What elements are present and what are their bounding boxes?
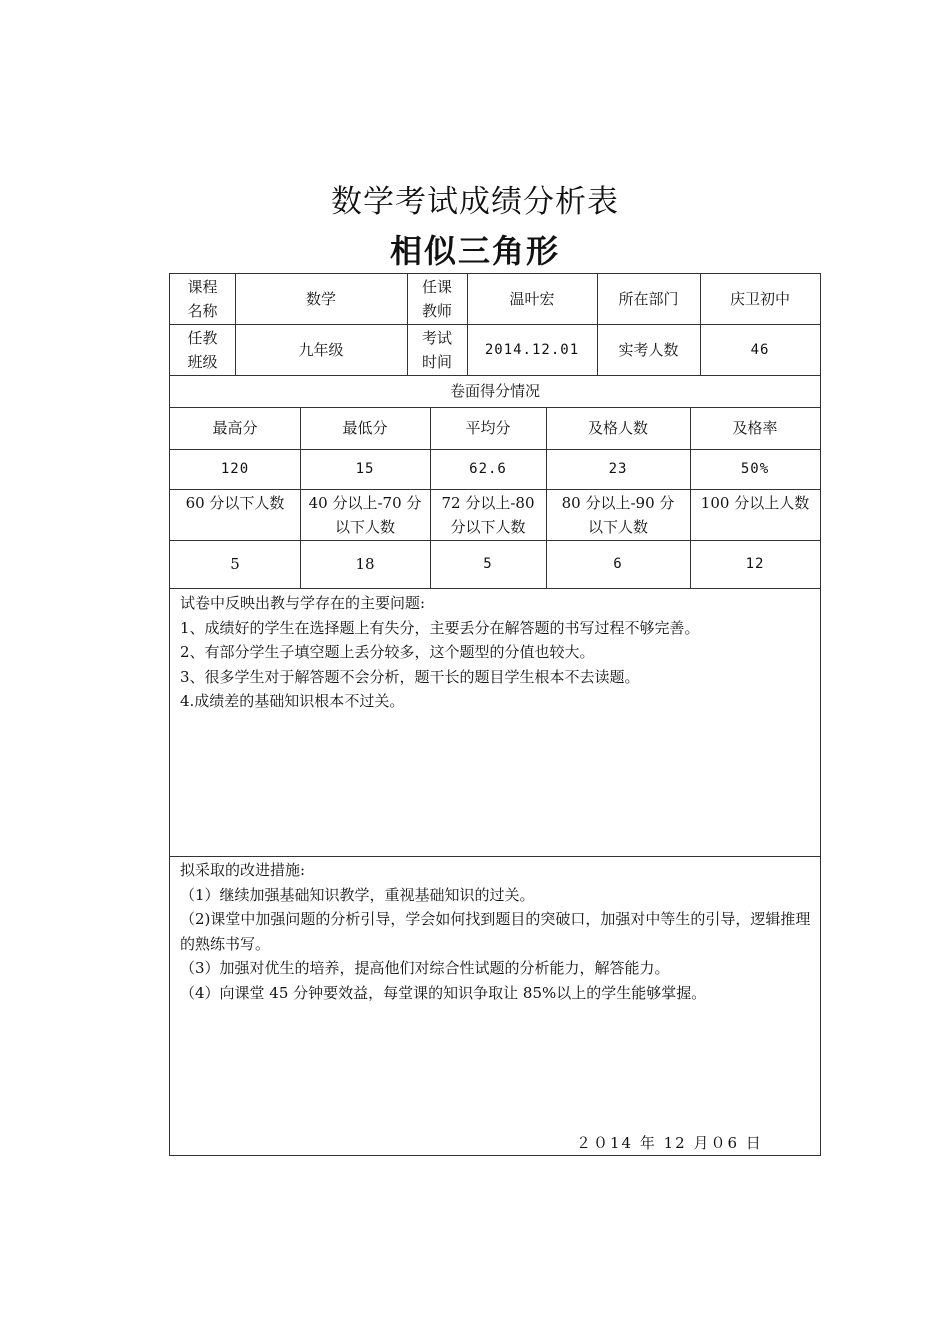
measure-item: （4）向课堂 45 分钟要效益，每堂课的知识争取让 85%以上的学生能够掌握。 (180, 983, 707, 1002)
score-value: 62.6 (469, 461, 507, 477)
measure-item: （2)课堂中加强问题的分析引导，学会如何找到题目的突破口，加强对中等生的引导，逻辑推理的熟练书写。 (180, 910, 811, 953)
problem-item: 1、成绩好的学生在选择题上有失分，主要丢分在解答题的书写过程不够完善。 (180, 618, 700, 637)
range-value: 18 (355, 555, 375, 573)
department-value: 庆卫初中 (729, 290, 790, 308)
score-value: 120 (220, 461, 250, 477)
score-section-title: 卷面得分情况 (449, 382, 540, 400)
course-value: 数学 (305, 290, 336, 308)
score-header: 及格人数 (587, 419, 648, 437)
range-value: 5 (483, 556, 493, 572)
score-header: 最低分 (342, 419, 388, 437)
report-date: ２０14 年 12 月０6 日 (576, 1134, 763, 1152)
department-label: 所在部门 (618, 290, 679, 308)
problem-item: 4.成绩差的基础知识根本不过关。 (180, 692, 405, 710)
exam-time-label: 考试 时间 (421, 328, 452, 371)
range-header: 60 分以下人数 (185, 494, 285, 512)
problem-item: 2、有部分学生子填空题上丢分较多，这个题型的分值也较大。 (180, 643, 595, 661)
problems-section (180, 591, 812, 714)
problem-item: 3、很多学生对于解答题不会分析，题干长的题目学生根本不去读题。 (180, 667, 640, 686)
score-header: 及格率 (732, 419, 778, 437)
exam-count-value: 46 (750, 341, 770, 358)
range-header: 80 分以上-90 分以下人数 (561, 493, 675, 536)
score-value: 50% (740, 461, 770, 477)
score-value: 23 (608, 461, 628, 477)
analysis-table (169, 273, 821, 1156)
exam-time-value: 2014.12.01 (484, 341, 580, 358)
course-label: 课程 名称 (187, 278, 218, 320)
score-header: 最高分 (212, 419, 258, 437)
problems-heading: 试卷中反映出教与学存在的主要问题: (180, 594, 426, 612)
teacher-label: 任课 教师 (421, 278, 452, 320)
range-header: 40 分以上-70 分以下人数 (308, 493, 422, 536)
class-value: 九年级 (298, 340, 344, 359)
range-value: 12 (745, 556, 765, 572)
measures-section (180, 858, 812, 1005)
range-header: 72 分以上-80 分以下人数 (441, 493, 535, 536)
range-header: 100 分以上人数 (700, 494, 810, 512)
document-subtitle: 相似三角形 (389, 232, 560, 270)
teacher-value: 温叶宏 (509, 290, 555, 308)
score-value: 15 (355, 461, 375, 477)
score-header: 平均分 (465, 419, 511, 437)
measure-item: （1）继续加强基础知识教学，重视基础知识的过关。 (180, 885, 535, 904)
exam-count-label: 实考人数 (618, 340, 679, 359)
range-value: 6 (613, 556, 623, 572)
document-title: 数学考试成绩分析表 (331, 184, 619, 220)
measures-heading: 拟采取的改进措施: (180, 861, 306, 879)
class-label: 任教 班级 (187, 328, 218, 371)
range-value: 5 (230, 555, 240, 573)
measure-item: （3）加强对优生的培养，提高他们对综合性试题的分析能力，解答能力。 (180, 959, 670, 977)
